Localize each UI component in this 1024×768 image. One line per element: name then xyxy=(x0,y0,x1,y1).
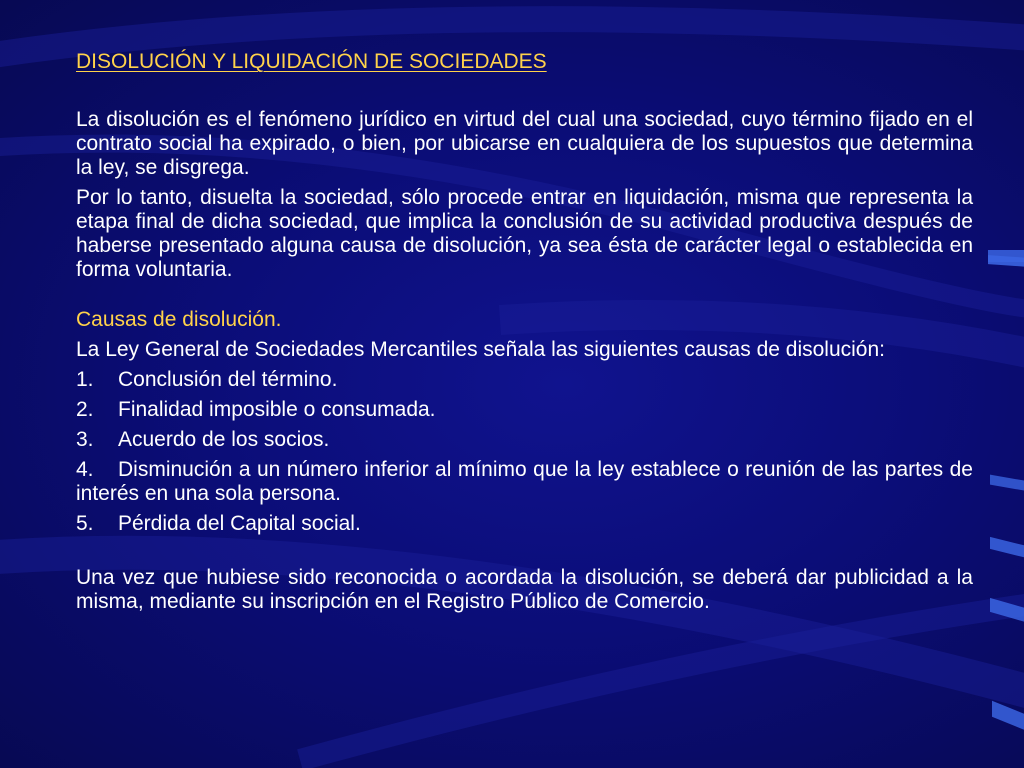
list-number: 1. xyxy=(76,368,94,391)
slide-title: DISOLUCIÓN Y LIQUIDACIÓN DE SOCIEDADES xyxy=(76,50,547,73)
list-item xyxy=(76,458,973,506)
list-text: Acuerdo de los socios. xyxy=(118,428,330,451)
list-text: Disminución a un número inferior al mínimo que la ley establece o reunión de las partes de interés en una sola persona. xyxy=(76,458,973,505)
causes-list xyxy=(76,368,973,536)
list-number: 5. xyxy=(76,512,94,535)
closing-paragraph: Una vez que hubiese sido reconocida o acordada la disolución, se deberá dar publicidad a la misma, mediante su inscripción en el Registro Público de Comercio. xyxy=(76,566,973,613)
slide-content xyxy=(76,50,973,620)
list-text: Pérdida del Capital social. xyxy=(118,512,361,535)
list-number: 2. xyxy=(76,398,94,421)
list-item xyxy=(76,368,973,392)
causes-intro: La Ley General de Sociedades Mercantiles señala las siguientes causas de disolución: xyxy=(76,338,885,361)
list-number: 3. xyxy=(76,428,94,451)
definition-paragraph: La disolución es el fenómeno jurídico en virtud del cual una sociedad, cuyo término fijado en el contrato social ha expirado, o bien, por ubicarse en cualquiera de los supuestos que determina la ley, se disgrega. xyxy=(76,108,973,179)
list-text: Conclusión del término. xyxy=(118,368,338,391)
list-item xyxy=(76,512,973,536)
list-text: Finalidad imposible o consumada. xyxy=(118,398,436,421)
causes-heading: Causas de disolución. xyxy=(76,308,282,331)
list-item xyxy=(76,398,973,422)
list-number: 4. xyxy=(76,458,94,481)
liquidation-paragraph: Por lo tanto, disuelta la sociedad, sólo procede entrar en liquidación, misma que representa la etapa final de dicha sociedad, que implica la conclusión de su actividad productiva después de haberse presentado alguna causa de disolución, ya sea ésta de carácter legal o establecida en forma voluntaria. xyxy=(76,186,973,281)
list-item xyxy=(76,428,973,452)
